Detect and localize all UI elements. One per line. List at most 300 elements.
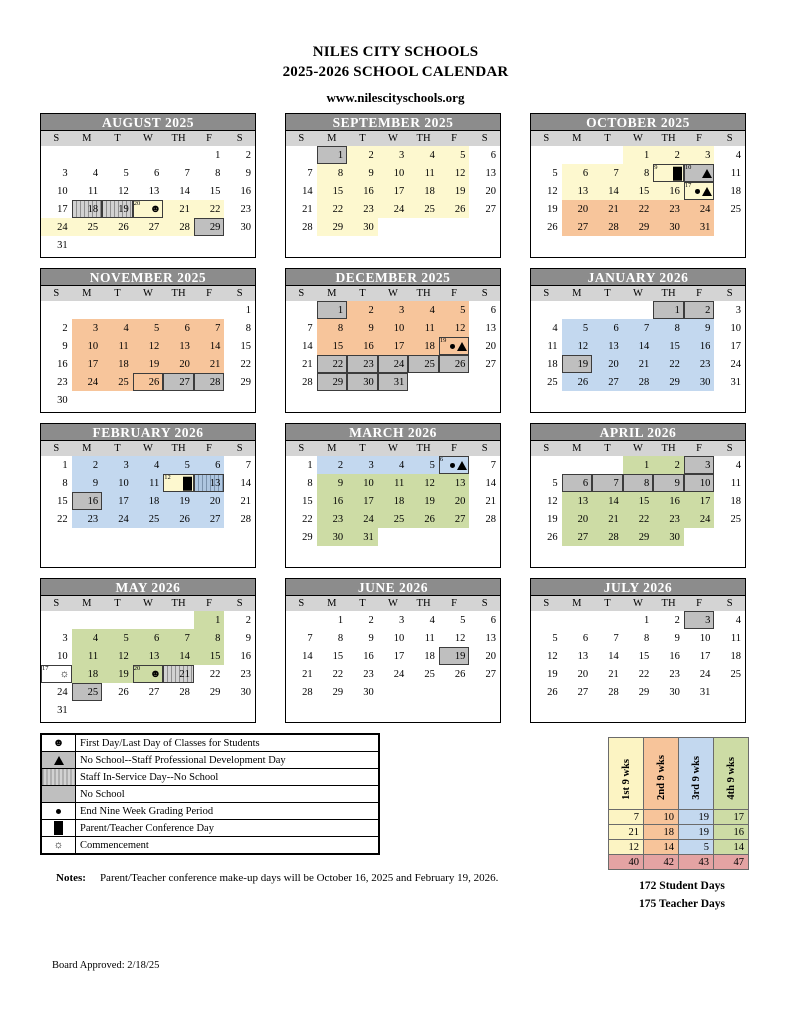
day-cell [623,373,654,391]
day-cell [41,647,72,665]
week-row [41,373,255,391]
day-number: 14 [302,650,313,662]
day-cell [347,319,378,337]
day-cell [163,218,194,236]
day-number: 9 [62,340,68,352]
day-cell [408,182,439,200]
day-number: 6 [582,477,589,489]
month-card [530,113,746,258]
month-card [285,423,501,568]
weekday-header: S [41,441,72,456]
day-number: 21 [485,495,496,507]
day-cell [562,647,593,665]
day-number: 27 [577,686,589,698]
empty-day-cell [72,301,103,319]
day-cell [592,218,623,236]
day-cell [224,510,255,528]
day-number: 13 [209,477,221,489]
legend-symbol [42,786,76,803]
weekday-header: S [224,441,255,456]
day-number: 10 [57,185,68,197]
day-number: 26 [118,686,129,698]
empty-day-cell [286,146,317,164]
day-number: 15 [332,650,344,662]
weekday-header: W [378,596,409,611]
week-row [41,701,255,719]
day-number: 4 [429,149,435,161]
day-cell [347,629,378,647]
week-row [41,474,255,492]
weekday-header: F [439,596,470,611]
day-number: 7 [307,322,313,334]
day-cell [469,474,500,492]
day-number: 14 [608,495,619,507]
day-cell [439,182,470,200]
day-number: 18 [87,203,99,215]
day-number: 10 [57,650,68,662]
day-number: 14 [608,185,619,197]
day-cell [408,301,439,319]
day-number: 9 [368,167,374,179]
day-number: 24 [87,376,99,388]
day-cell [224,146,255,164]
day-number: 18 [424,340,435,352]
day-cell [72,665,103,683]
day-cell [317,647,348,665]
day-cell [653,319,684,337]
empty-day-cell [439,528,470,546]
nine-weeks-header-label: 1st 9 wks [620,759,632,800]
day-number: 8 [337,167,344,179]
day-number: 7 [184,632,190,644]
day-number: 12 [454,632,466,644]
day-number: 8 [644,477,650,489]
day-number: 12 [547,495,558,507]
week-row [531,373,745,391]
day-number: 24 [393,203,405,215]
day-cell [102,629,133,647]
day-number: 1 [215,149,221,161]
day-number: 31 [699,686,711,698]
day-number: 5 [552,477,558,489]
day-number: 3 [62,167,68,179]
day-number: 10 [393,167,405,179]
weekday-header: TH [408,131,439,146]
day-number: 25 [87,221,99,233]
month-card [40,268,256,413]
day-cell [133,629,164,647]
weekday-header: M [317,286,348,301]
day-cell [378,611,409,629]
nine-weeks-cell: 7 [609,810,644,825]
day-cell [133,492,164,510]
day-number: 15 [209,650,221,662]
month-title: FEBRUARY 2026 [41,424,255,441]
day-cell [684,629,715,647]
day-cell [714,611,745,629]
day-number: 11 [424,322,435,334]
day-number: 21 [302,358,313,370]
day-cell [102,355,133,373]
legend-symbol [42,803,76,820]
day-number: 19 [148,358,160,370]
day-number: 10 [684,164,692,171]
day-number: 16 [240,185,251,197]
day-number: 12 [424,477,435,489]
weekday-header: W [133,441,164,456]
weekday-header: S [224,596,255,611]
day-cell [714,182,745,200]
day-cell [408,456,439,474]
day-number: 6 [613,322,619,334]
week-row [41,301,255,319]
parent-teacher-conference-bar-icon [183,477,192,491]
weekday-header: M [562,131,593,146]
day-number: 3 [399,304,405,316]
weekday-header: M [317,596,348,611]
day-cell [408,319,439,337]
day-number: 17 [730,340,741,352]
day-number: 23 [363,203,374,215]
legend-box [40,733,380,855]
day-cell [408,647,439,665]
weekday-header: F [194,286,225,301]
weekday-header: S [286,441,317,456]
empty-day-cell [133,391,164,409]
empty-day-cell [562,146,593,164]
calendar-grid [40,113,756,723]
day-number: 26 [148,376,160,388]
day-number: 1 [674,304,680,316]
weekday-header: TH [408,286,439,301]
triangle-icon [42,753,75,768]
empty-day-cell [408,373,439,391]
black-bar-icon [42,821,75,836]
week-row [531,182,745,200]
day-number: 29 [332,221,344,233]
day-cell [41,373,72,391]
day-cell [72,319,103,337]
day-cell [163,665,194,683]
week-row [531,629,745,647]
month-card [40,113,256,258]
day-cell [623,647,654,665]
day-cell [439,337,470,355]
day-cell [653,373,684,391]
day-cell [714,373,745,391]
day-number: 31 [730,376,741,388]
day-cell [562,528,593,546]
weekday-header-row [531,286,745,301]
weekday-header: T [102,441,133,456]
day-number: 17 [363,495,374,507]
day-number: 30 [240,221,251,233]
notes-line [56,872,498,884]
day-number: 13 [148,650,160,662]
day-number: 16 [363,650,374,662]
day-cell [623,355,654,373]
day-number: 28 [209,376,221,388]
week-row [41,456,255,474]
day-cell [623,337,654,355]
month-title: MARCH 2026 [286,424,500,441]
day-number: 10 [87,340,99,352]
weekday-header: TH [653,131,684,146]
day-number: 11 [730,477,741,489]
day-cell [286,528,317,546]
day-cell [163,492,194,510]
day-number: 22 [332,668,344,680]
day-cell [194,218,225,236]
day-number: 7 [307,167,313,179]
day-cell [286,683,317,701]
legend-row [42,803,379,820]
week-row [286,456,500,474]
day-number: 16 [669,650,680,662]
legend-label: No School [76,786,379,803]
weekday-header: T [102,596,133,611]
empty-day-cell [72,611,103,629]
day-number: 7 [644,322,650,334]
day-number: 7 [613,632,619,644]
nine-weeks-cell: 17 [714,810,749,825]
empty-day-cell [623,301,654,319]
day-number: 20 [485,185,496,197]
day-number: 2 [62,322,68,334]
weekday-header: S [286,131,317,146]
day-cell [133,182,164,200]
day-cell [102,200,133,218]
day-cell [163,337,194,355]
day-cell [286,355,317,373]
empty-day-cell [531,456,562,474]
day-number: 16 [669,185,680,197]
day-cell [286,647,317,665]
day-cell [317,301,348,319]
day-cell [714,456,745,474]
day-cell [102,337,133,355]
month-day-grid [531,596,745,701]
nine-weeks-summary [608,737,756,913]
day-number: 17 [684,182,692,189]
day-number: 30 [363,221,374,233]
empty-day-cell [102,701,133,719]
day-number: 5 [184,459,190,471]
day-cell [102,218,133,236]
day-cell [378,647,409,665]
day-number: 25 [148,513,160,525]
day-cell [684,218,715,236]
day-number: 30 [363,376,374,388]
day-cell [133,647,164,665]
nine-weeks-table [608,737,749,870]
day-cell [194,146,225,164]
day-number: 28 [179,221,190,233]
day-number: 22 [638,203,650,215]
week-row [286,665,500,683]
day-number: 21 [608,513,619,525]
day-number: 13 [485,167,496,179]
day-number: 2 [245,614,251,626]
day-number: 27 [485,203,496,215]
day-cell [347,164,378,182]
day-number: 31 [363,531,374,543]
weekday-header: TH [653,286,684,301]
week-row [286,301,500,319]
weekday-header-row [286,131,500,146]
month-title: DECEMBER 2025 [286,269,500,286]
day-cell [224,492,255,510]
day-cell [469,456,500,474]
day-number: 26 [577,376,589,388]
day-number: 1 [62,459,68,471]
day-number: 25 [424,358,435,370]
day-cell [531,182,562,200]
day-number: 3 [92,322,99,334]
empty-day-cell [133,236,164,254]
weekday-header: W [623,286,654,301]
month-day-grid [286,131,500,236]
day-cell [562,319,593,337]
day-number: 4 [735,614,741,626]
day-number: 3 [705,459,711,471]
day-number: 3 [62,632,68,644]
commencement-sun-icon: ☼ [59,668,70,681]
day-number: 3 [399,149,405,161]
day-number: 29 [669,376,680,388]
empty-day-cell [286,611,317,629]
day-number: 21 [608,203,619,215]
day-cell [102,182,133,200]
empty-day-cell [224,236,255,254]
day-number: 1 [644,614,650,626]
day-cell [194,611,225,629]
day-cell [102,373,133,391]
dot-icon [42,804,75,819]
day-cell [224,647,255,665]
legend-symbol [42,752,76,769]
weekday-header: W [623,131,654,146]
day-cell [623,611,654,629]
smiley-icon: ☻ [52,737,65,749]
day-number: 10 [363,477,374,489]
weekday-header: T [592,286,623,301]
no-school-triangle-icon [702,187,712,196]
day-cell [653,611,684,629]
day-number: 5 [123,167,129,179]
day-number: 29 [302,531,313,543]
day-number: 4 [92,632,99,644]
week-row [41,200,255,218]
day-number: 10 [118,477,129,489]
day-number: 1 [644,149,650,161]
empty-day-cell [133,611,164,629]
day-cell [163,683,194,701]
day-cell [133,355,164,373]
day-cell [592,629,623,647]
day-number: 2 [245,149,251,161]
legend-symbol [42,735,76,752]
day-cell [684,182,715,200]
day-cell [592,528,623,546]
day-number: 2 [337,459,344,471]
day-cell [469,492,500,510]
empty-day-cell [224,701,255,719]
day-number: 11 [730,632,741,644]
weekday-header: M [562,596,593,611]
week-row [286,355,500,373]
day-number: 12 [547,650,558,662]
day-cell [562,355,593,373]
day-number: 21 [179,203,190,215]
weekday-header: W [378,441,409,456]
day-cell [653,456,684,474]
empty-day-cell [72,146,103,164]
day-number: 20 [133,665,141,672]
parent-teacher-conference-bar-icon [673,167,682,181]
week-row [531,337,745,355]
day-cell [102,683,133,701]
day-cell [378,492,409,510]
day-cell [133,164,164,182]
day-number: 20 [577,668,589,680]
day-cell [378,373,409,391]
day-number: 1 [644,459,650,471]
empty-day-cell [102,146,133,164]
empty-day-cell [102,236,133,254]
day-cell [286,164,317,182]
first-last-day-smiley-icon: ☻ [149,203,162,216]
empty-day-cell [163,391,194,409]
day-cell [469,510,500,528]
weekday-header-row [286,286,500,301]
empty-day-cell [72,701,103,719]
day-cell [102,647,133,665]
day-cell [133,474,164,492]
day-cell [194,337,225,355]
empty-day-cell [163,236,194,254]
day-cell [714,474,745,492]
day-cell [531,164,562,182]
weekday-header: F [439,131,470,146]
day-number: 6 [439,456,444,463]
day-cell [623,200,654,218]
weekday-header: S [286,596,317,611]
day-number: 15 [332,340,344,352]
day-number: 10 [393,322,405,334]
empty-day-cell [72,391,103,409]
day-cell [41,665,72,683]
day-number: 6 [582,167,589,179]
day-cell [469,182,500,200]
day-number: 20 [209,495,221,507]
weekday-header: M [72,286,103,301]
weekday-header: S [41,286,72,301]
week-row [531,683,745,701]
legend-label: No School--Staff Professional Development Day [76,752,379,769]
day-number: 17 [87,358,99,370]
day-cell [347,683,378,701]
day-number: 28 [608,221,619,233]
day-cell [286,492,317,510]
empty-day-cell [41,146,72,164]
empty-day-cell [562,611,593,629]
day-number: 9 [245,632,251,644]
day-number: 23 [87,513,99,525]
weekday-header: T [102,131,133,146]
weekday-header: S [531,131,562,146]
day-cell [163,182,194,200]
